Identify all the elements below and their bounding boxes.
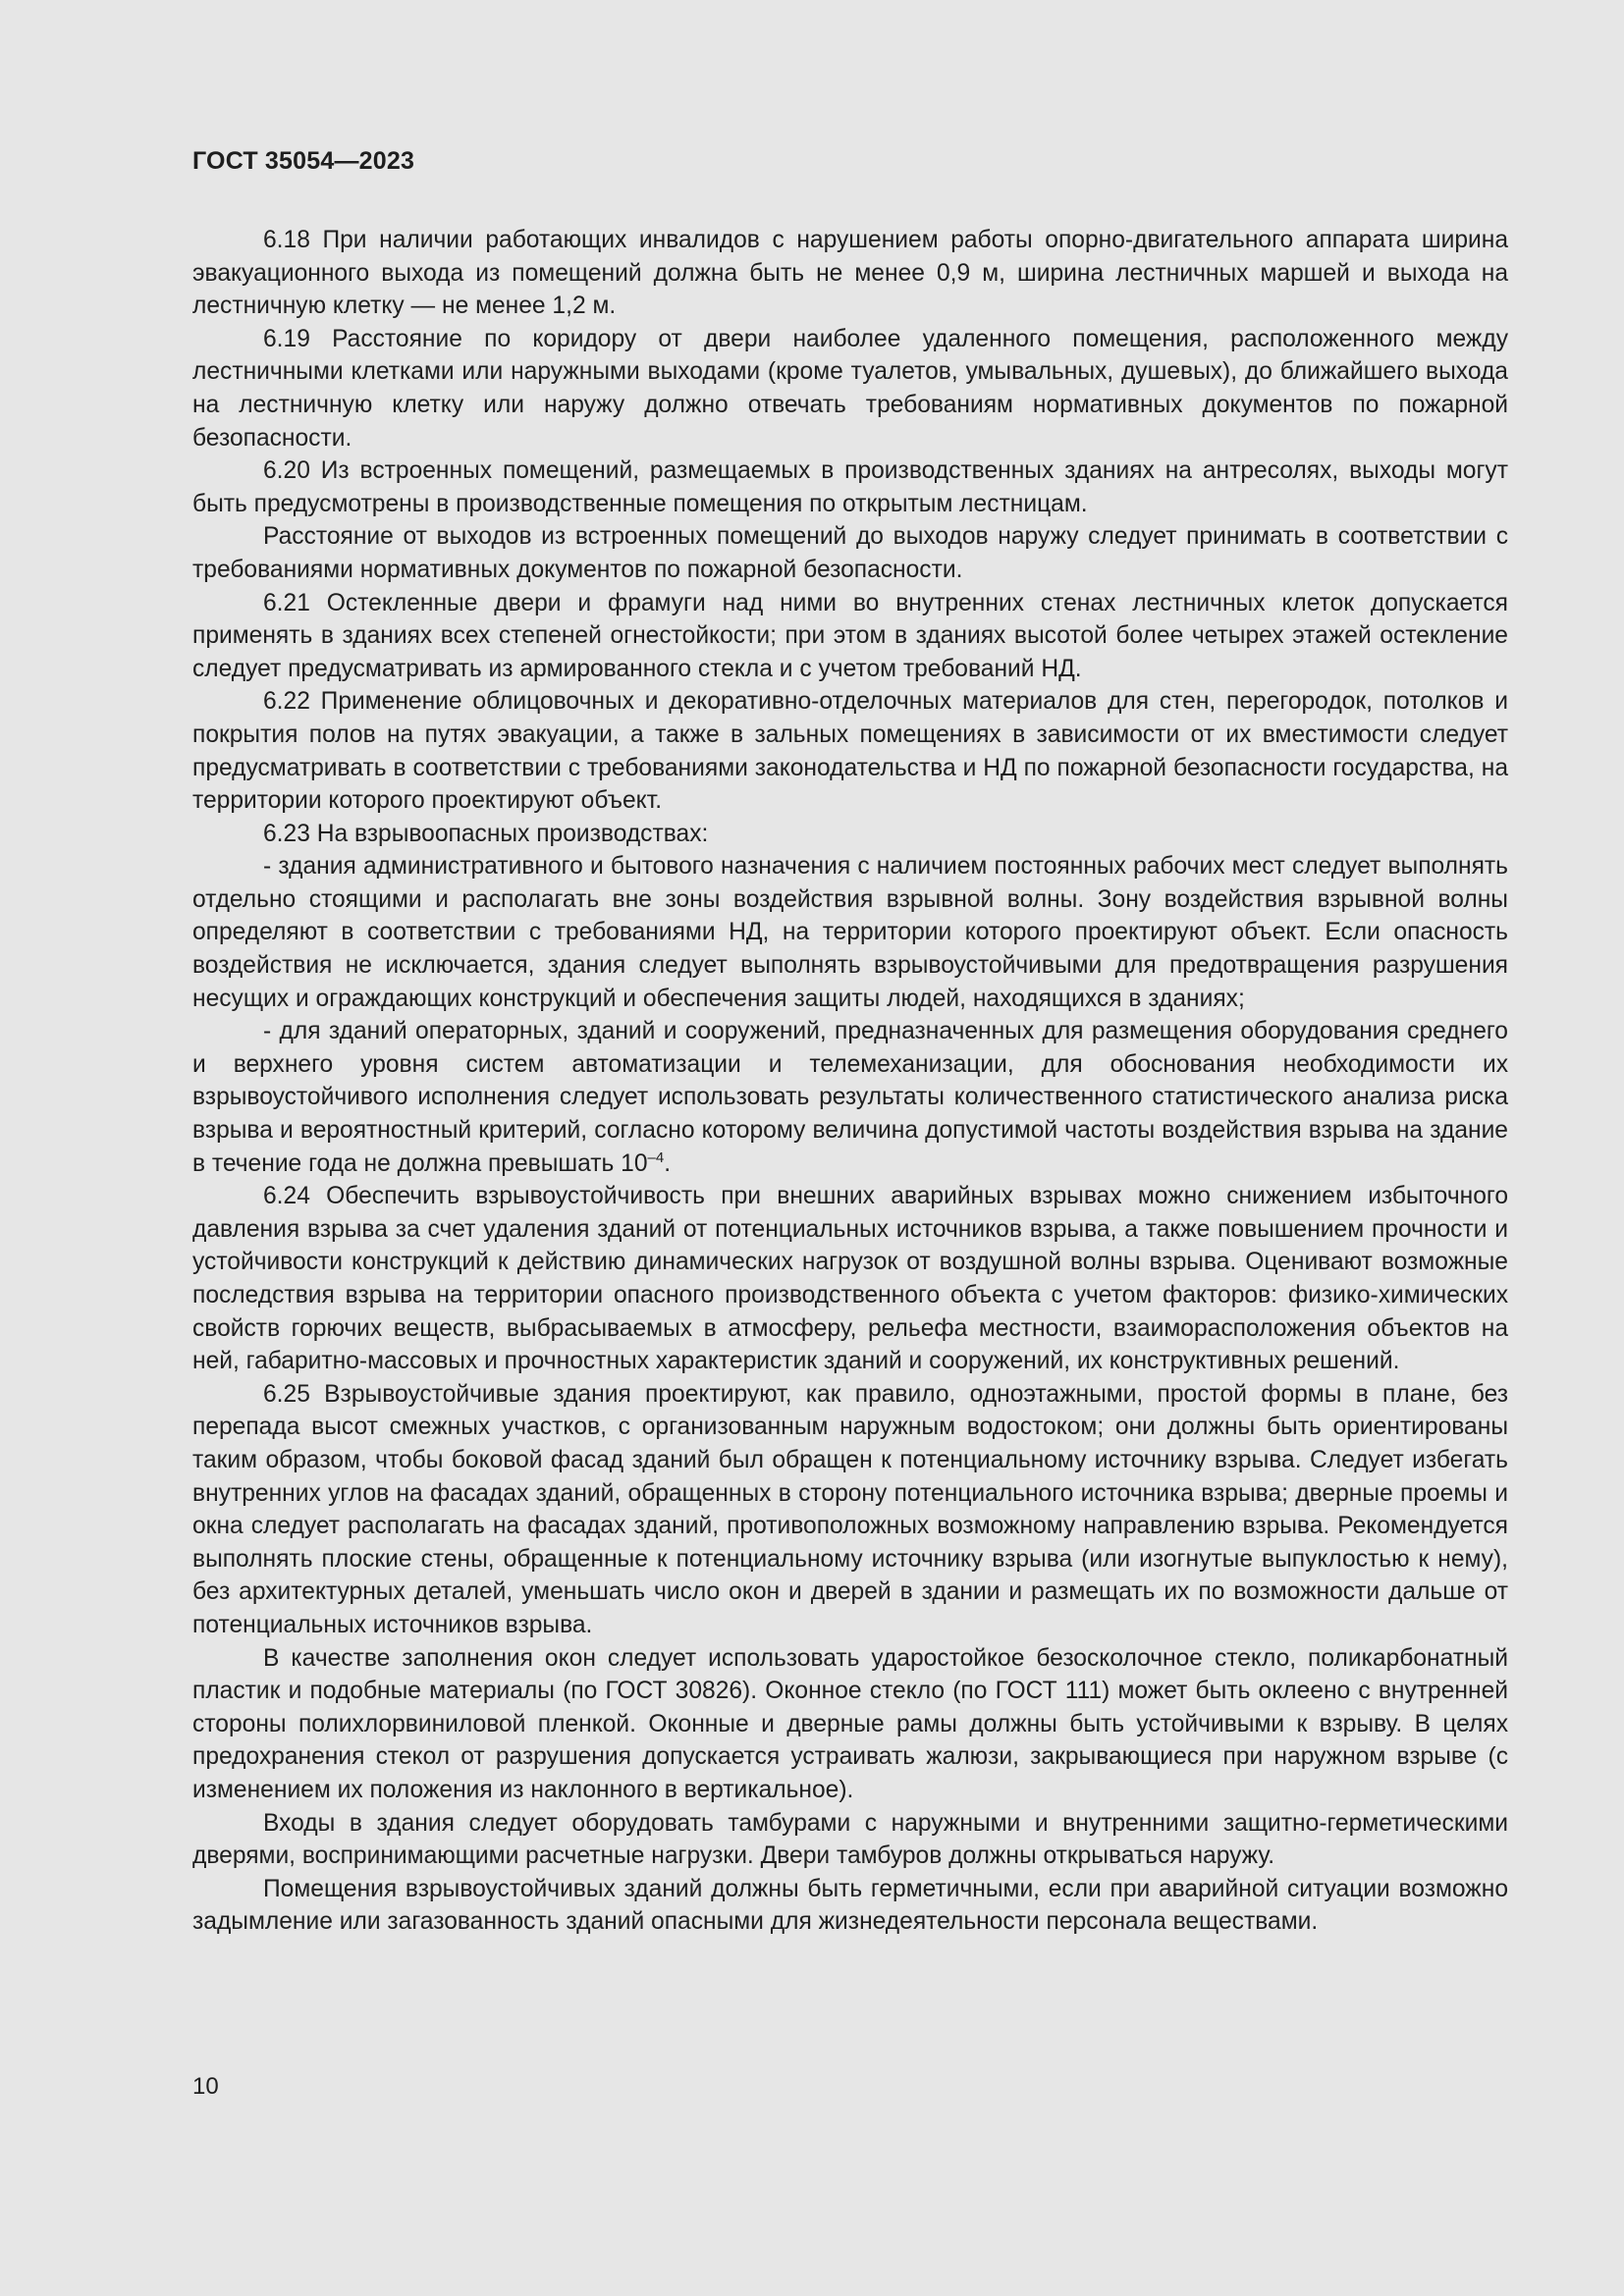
paragraph-6-23-item-2-tail: . [664,1149,672,1177]
paragraph-6-25-entrances: Входы в здания следует оборудовать тамбурами с наружными и внутренними защитно-герметическими дверями, воспринимающими расчетные нагрузки. Двери тамбуров должны открываться наружу. [192,1809,1508,1870]
paragraph-6-25: 6.25 Взрывоустойчивые здания проектируют, как правило, одноэтажными, простой формы в плане, без перепада высот смежных участков, с организованным наружным водостоком; они должны быть ориентированы таким образом, чтобы боковой фасад зданий был обращен к потенциальному источнику взрыва. Следует избегать внутренних углов на фасадах зданий, обращенных в сторону потенциального источника взрыва; дверные проемы и окна следует располагать на фасадах зданий, противоположных возможному направлению взрыва. Рекомендуется выполнять плоские стены, обращенные к потенциальному источнику взрыва (или изогнутые выпуклостью к нему), без архитектурных деталей, уменьшать число окон и дверей в здании и размещать их по возможности дальше от потенциальных источников взрыва. [192,1380,1508,1638]
paragraph-6-23-item-2-text: - для зданий операторных, зданий и сооружений, предназначенных для размещения оборудования среднего и верхнего уровня систем автоматизации и телемеханизации, для обоснования необходимости их взрывоустойчивого исполнения следует использовать результаты количественного статистического анализа риска взрыва и вероятностный критерий, согласно которому величина допустимой частоты воздействия взрыва на здание в течение года не должна превышать 10 [192,1018,1508,1177]
paragraph-6-21: 6.21 Остекленные двери и фрамуги над ними во внутренних стенах лестничных клеток допускается применять в зданиях всех степеней огнестойкости; при этом в зданиях высотой более четырех этажей остекление следует предусматривать из армированного стекла и с учетом требований НД. [192,589,1508,682]
paragraph-6-25-sealing: Помещения взрывоустойчивых зданий должны быть герметичными, если при аварийной ситуации возможно задымление или загазованность зданий опасными для жизнедеятельности персонала веществами. [192,1875,1508,1936]
paragraph-6-19: 6.19 Расстояние по коридору от двери наиболее удаленного помещения, расположенного между лестничными клетками или наружными выходами (кроме туалетов, умывальных, душевых), до ближайшего выхода на лестничную клетку или наружу должно отвечать требованиям нормативных документов по пожарной безопасности. [192,325,1508,452]
paragraph-6-20-distance: Расстояние от выходов из встроенных помещений до выходов наружу следует принимать в соответствии с требованиями нормативных документов по пожарной безопасности. [192,523,1508,583]
document-header: ГОСТ 35054—2023 [192,147,415,175]
document-body [192,224,1508,1939]
paragraph-6-24: 6.24 Обеспечить взрывоустойчивость при внешних аварийных взрывах можно снижением избыточного давления взрыва за счет удаления зданий от потенциальных источников взрыва, а также повышением прочности и устойчивости конструкций к действию динамических нагрузок от воздушной волны взрыва. Оценивают возможные последствия взрыва на территории опасного производственного объекта с учетом факторов: физико-химических свойств горючих веществ, выбрасываемых в атмосферу, рельефа местности, взаиморасположения объектов на ней, габаритно-массовых и прочностных характеристик зданий и сооружений, их конструктивных решений. [192,1183,1508,1375]
paragraph-6-23: 6.23 На взрывоопасных производствах: [263,820,709,847]
paragraph-6-23-item-1: - здания административного и бытового назначения с наличием постоянных рабочих мест следует выполнять отдельно стоящими и располагать вне зоны воздействия взрывной волны. Зону воздействия взрывной волны определяют в соответствии с требованиями НД, на территории которого проектируют объект. Если опасность воздействия не исключается, здания следует выполнять взрывоустойчивыми для предотвращения разрушения несущих и ограждающих конструкций и обеспечения защиты людей, находящихся в зданиях; [192,853,1508,1012]
paragraph-6-20: 6.20 Из встроенных помещений, размещаемых в производственных зданиях на антресолях, выходы могут быть предусмотрены в производственные помещения по открытым лестницам. [192,457,1508,517]
paragraph-6-25-windows: В качестве заполнения окон следует использовать ударостойкое безосколочное стекло, поликарбонатный пластик и подобные материалы (по ГОСТ 30826). Оконное стекло (по ГОСТ 111) может быть оклеено с внутренней стороны полихлорвиниловой пленкой. Оконные и дверные рамы должны быть устойчивыми к взрыву. В целях предохранения стекол от разрушения допускается устраивать жалюзи, закрывающиеся при наружном взрыве (с изменением их положения из наклонного в вертикальное). [192,1644,1508,1803]
paragraph-6-23-item-2 [192,1015,1508,1180]
paragraph-6-22: 6.22 Применение облицовочных и декоративно-отделочных материалов для стен, перегородок, потолков и покрытия полов на путях эвакуации, а также в зальных помещениях в зависимости от их вместимости следует предусматривать в соответствии с требованиями законодательства и НД по пожарной безопасности государства, на территории которого проектируют объект. [192,688,1508,815]
frequency-exponent: –4 [647,1148,665,1166]
paragraph-6-18: 6.18 При наличии работающих инвалидов с нарушением работы опорно-двигательного аппарата ширина эвакуационного выхода из помещений должна быть не менее 0,9 м, ширина лестничных маршей и выхода на лестничную клетку — не менее 1,2 м. [192,227,1508,320]
page-number: 10 [192,2073,219,2100]
